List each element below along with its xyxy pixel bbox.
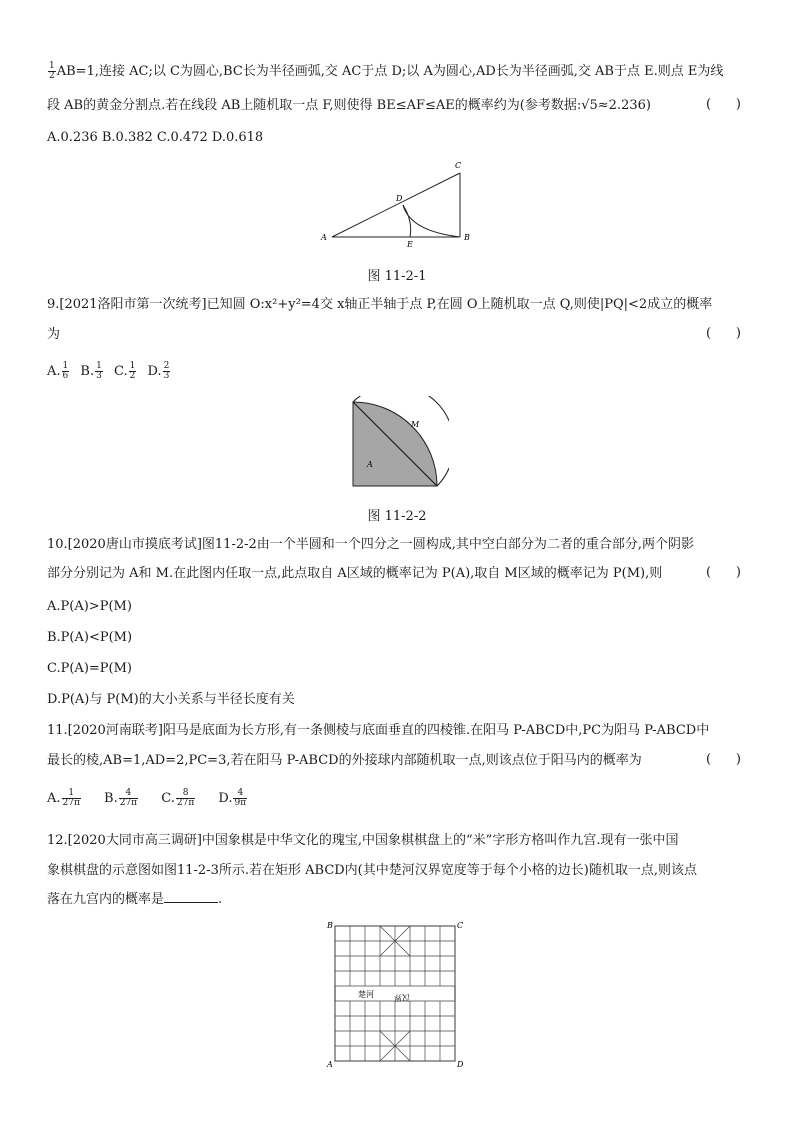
- q11-option-c: C. $\frac{8}{27\pi}$: [161, 788, 195, 808]
- q11-options: [47, 789, 254, 808]
- label-b: B: [464, 233, 470, 242]
- q9-options: [47, 362, 177, 381]
- q10-option-b: B.P(A)<P(M): [47, 630, 133, 645]
- q10-option-c: C.P(A)=P(M): [47, 661, 132, 676]
- q8-fraction: $\frac{1}{2}$: [49, 61, 55, 81]
- figure-11-2-1: [318, 156, 478, 251]
- q12-line3: 落在九宫内的概率是 .: [47, 892, 223, 907]
- q9-option-a: A. $\frac{1}{6}$: [47, 361, 69, 381]
- q10-option-d: D.P(A)与 P(M)的大小关系与半径长度有关: [47, 692, 295, 707]
- label-a-region: A: [367, 460, 373, 469]
- river-right-text: 汉界: [394, 993, 410, 1002]
- q10-line2: 部分分别记为 A和 M.在此图内任取一点,此点取自 A区域的概率记为 P(A),取自 M区域的概率记为 P(M),则: [47, 566, 663, 581]
- q9-line1: 9.[2021洛阳市第一次统考]已知圆 O:x²+y²=4交 x轴正半轴于点 P,在圆 O上随机取一点 Q,则使|PQ|<2成立的概率: [47, 297, 713, 312]
- q8-line2: 段 AB的黄金分割点.若在线段 AB上随机取一点 F,则使得 BE≤AF≤AE的概率约为(参考数据:√5≈2.236): [47, 98, 651, 113]
- q11-option-a: A. $\frac{1}{27\pi}$: [47, 788, 80, 808]
- arc-de: [403, 205, 411, 237]
- label-b-corner: B: [327, 921, 333, 930]
- figure-11-2-2: [349, 396, 449, 494]
- q10-line1: 10.[2020唐山市摸底考试]图11-2-2由一个半圆和一个四分之一圆构成,其中空白部分为二者的重合部分,两个阴影: [47, 537, 695, 552]
- q12-line1: 12.[2020大同市高三调研]中国象棋是中华文化的瑰宝,中国象棋棋盘上的“米”字形方格叫作九宫.现有一张中国: [47, 833, 679, 848]
- label-c-corner: C: [457, 921, 464, 930]
- label-d: D: [396, 194, 403, 203]
- label-m-region: M: [411, 420, 420, 429]
- q11-answer-paren: ( ): [706, 752, 741, 767]
- q9-option-d: D. $\frac{2}{3}$: [147, 361, 170, 381]
- q11-line1: 11.[2020河南联考]阳马是底面为长方形,有一条侧棱与底面垂直的四棱锥.在阳马 P-ABCD中,PC为阳马 P-ABCD中: [47, 723, 710, 738]
- q9-option-b: B. $\frac{1}{3}$: [80, 361, 102, 381]
- q9-line2: 为: [47, 327, 61, 342]
- q9-answer-paren: ( ): [706, 326, 741, 341]
- label-a-corner: A: [327, 1060, 333, 1069]
- q8-options: A.0.236 B.0.382 C.0.472 D.0.618: [47, 130, 264, 145]
- label-e: E: [407, 240, 413, 249]
- label-d-corner: D: [457, 1060, 464, 1069]
- caption-11-2-1: 图 11-2-1: [367, 269, 427, 284]
- q10-option-a: A.P(A)>P(M): [47, 599, 132, 614]
- q9-option-c: C. $\frac{1}{2}$: [113, 361, 136, 381]
- q8-line1: $\frac{1}{2}$ AB=1,连接 AC;以 C为圆心,BC长为半径画弧,交 AC于点 D;以 A为圆心,AD长为半径画弧,交 AB于点 E.则点 E为线: [49, 61, 724, 81]
- figure-chessboard: [322, 918, 468, 1070]
- q11-option-b: B. $\frac{4}{27\pi}$: [104, 788, 138, 808]
- arc-cd: [403, 205, 460, 237]
- q12-line2: 象棋棋盘的示意图如图11-2-3所示.若在矩形 ABCD内(其中楚河汉界宽度等于每个小格的边长)随机取一点,则该点: [47, 863, 697, 878]
- caption-11-2-2: 图 11-2-2: [367, 509, 427, 524]
- q11-option-d: D. $\frac{4}{9\pi}$: [218, 788, 247, 808]
- river-left-text: 楚河: [358, 990, 374, 999]
- label-c: C: [455, 161, 462, 170]
- q10-answer-paren: ( ): [706, 565, 741, 580]
- q11-line2: 最长的棱,AB=1,AD=2,PC=3,若在阳马 P-ABCD的外接球内部随机取一点,则该点位于阳马内的概率为: [47, 753, 642, 768]
- q12-answer-blank: [164, 890, 218, 903]
- q8-answer-paren: ( ): [706, 97, 741, 112]
- label-a: A: [321, 233, 327, 242]
